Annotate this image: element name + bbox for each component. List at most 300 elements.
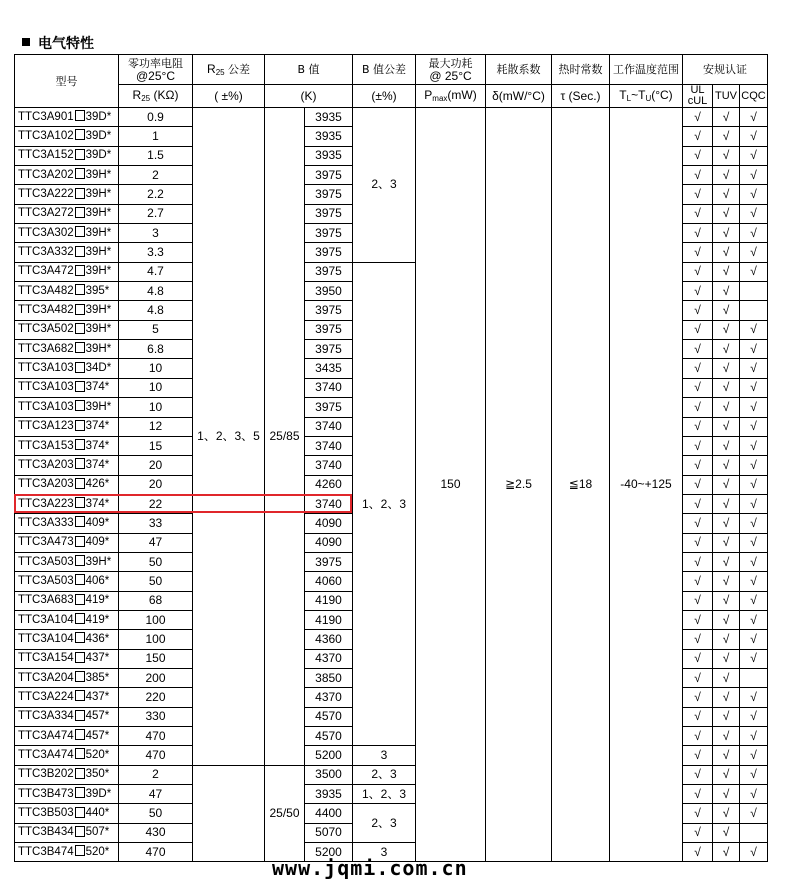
b-value-cell: 3740 (305, 378, 353, 397)
col-pmax-header: 最大功耗 @ 25°C (416, 55, 486, 85)
header-row-1 (15, 55, 768, 85)
model-suffix: 374* (85, 420, 110, 433)
model-prefix: TTC3A152 (18, 149, 74, 162)
model-suffix: 39D* (85, 130, 112, 143)
model-suffix: 39H* (85, 265, 112, 278)
r25-cell: 470 (119, 843, 193, 862)
cert-tuv-cell: √ (713, 456, 740, 475)
placeholder-box-icon (75, 478, 85, 489)
model-suffix: 34D* (85, 362, 112, 375)
model-suffix: 419* (85, 594, 110, 607)
model-prefix: TTC3A224 (18, 690, 74, 703)
model-suffix: 507* (85, 826, 110, 839)
cert-tuv-cell: √ (713, 282, 740, 301)
b-value-cell: 5070 (305, 823, 353, 842)
b-value-cell: 3935 (305, 146, 353, 165)
placeholder-box-icon (75, 729, 85, 740)
r25-cell: 50 (119, 804, 193, 823)
b-value-cell: 4360 (305, 630, 353, 649)
model-cell (15, 243, 119, 262)
cert-ul-cell: √ (683, 146, 713, 165)
r25-cell: 430 (119, 823, 193, 842)
cert-ul-cell: √ (683, 823, 713, 842)
b-tol-group: 2、3 (353, 804, 416, 843)
cert-tuv-cell: √ (713, 668, 740, 687)
model-cell (15, 823, 119, 842)
model-prefix: TTC3A503 (18, 574, 74, 587)
model-cell (15, 417, 119, 436)
col-model-header: 型号 (15, 55, 119, 108)
r25-cell: 47 (119, 785, 193, 804)
b-value-cell: 3500 (305, 765, 353, 784)
r25-cell: 6.8 (119, 340, 193, 359)
cert-ul-cell: √ (683, 243, 713, 262)
col-temp-header: 工作温度范围 (610, 55, 683, 85)
model-suffix: 395* (85, 284, 110, 297)
model-cell (15, 494, 119, 513)
placeholder-box-icon (75, 497, 85, 508)
b-value-cell: 3740 (305, 436, 353, 455)
b-value-cell: 3740 (305, 456, 353, 475)
model-cell (15, 262, 119, 281)
model-suffix: 374* (85, 497, 110, 510)
model-suffix: 39H* (85, 188, 112, 201)
b-value-cell: 3975 (305, 185, 353, 204)
r25-cell: 150 (119, 649, 193, 668)
pmax-group: 150 (416, 108, 486, 862)
model-prefix: TTC3A482 (18, 304, 74, 317)
cert-tuv-cell: √ (713, 398, 740, 417)
r25-cell: 1 (119, 127, 193, 146)
r25-cell: 47 (119, 533, 193, 552)
cert-cqc-cell: √ (740, 707, 768, 726)
model-suffix: 39H* (85, 168, 112, 181)
model-prefix: TTC3A153 (18, 439, 74, 452)
unit-r25-tol: ( ±%) (193, 85, 265, 108)
model-suffix: 426* (85, 478, 110, 491)
cert-ul-cell: √ (683, 746, 713, 765)
b-value-cell: 3975 (305, 262, 353, 281)
cert-ul-cell: √ (683, 533, 713, 552)
model-cell (15, 475, 119, 494)
cert-cqc-cell: √ (740, 456, 768, 475)
model-suffix: 409* (85, 516, 110, 529)
r25-cell: 33 (119, 514, 193, 533)
model-cell (15, 843, 119, 862)
cert-ul-header: UL cUL (683, 85, 713, 108)
cert-cqc-cell: √ (740, 514, 768, 533)
cert-ul-cell: √ (683, 359, 713, 378)
cert-cqc-cell: √ (740, 398, 768, 417)
model-suffix: 520* (85, 845, 110, 858)
cert-cqc-cell: √ (740, 727, 768, 746)
cert-ul-cell: √ (683, 108, 713, 127)
r25-cell: 10 (119, 378, 193, 397)
placeholder-box-icon (75, 690, 85, 701)
col-b-header: B 值 (265, 55, 353, 85)
model-cell (15, 166, 119, 185)
cert-tuv-cell: √ (713, 591, 740, 610)
model-prefix: TTC3A682 (18, 342, 74, 355)
cert-ul-cell: √ (683, 417, 713, 436)
col-b-tol-header: B 值公差 (353, 55, 416, 85)
cert-tuv-cell: √ (713, 146, 740, 165)
placeholder-box-icon (75, 323, 85, 334)
r25-tol-group: 1、2、3、5 (193, 108, 265, 766)
b-value-cell: 3740 (305, 417, 353, 436)
b-value-cell: 4370 (305, 649, 353, 668)
cert-tuv-cell: √ (713, 533, 740, 552)
cert-tuv-cell: √ (713, 166, 740, 185)
model-cell (15, 456, 119, 475)
model-prefix: TTC3A102 (18, 130, 74, 143)
cert-tuv-cell: √ (713, 765, 740, 784)
cert-tuv-cell: √ (713, 204, 740, 223)
model-prefix: TTC3B503 (18, 807, 74, 820)
b-tol-group: 2、3 (353, 108, 416, 263)
model-cell (15, 436, 119, 455)
b-value-cell: 4190 (305, 591, 353, 610)
model-cell (15, 727, 119, 746)
r25-cell: 68 (119, 591, 193, 610)
model-cell (15, 282, 119, 301)
cert-tuv-cell: √ (713, 417, 740, 436)
r25-cell: 2 (119, 166, 193, 185)
b-value-cell: 4260 (305, 475, 353, 494)
model-cell (15, 591, 119, 610)
model-prefix: TTC3A203 (18, 458, 74, 471)
cert-ul-cell: √ (683, 185, 713, 204)
b-value-cell: 3935 (305, 785, 353, 804)
r25-cell: 1.5 (119, 146, 193, 165)
b-value-cell: 3435 (305, 359, 353, 378)
placeholder-box-icon (75, 555, 85, 566)
placeholder-box-icon (75, 362, 85, 373)
model-suffix: 39H* (85, 207, 112, 220)
model-suffix: 39H* (85, 555, 112, 568)
model-prefix: TTC3A272 (18, 207, 74, 220)
cert-ul-cell: √ (683, 610, 713, 629)
cert-cqc-cell: √ (740, 204, 768, 223)
cert-ul-cell: √ (683, 436, 713, 455)
r25-cell: 100 (119, 610, 193, 629)
unit-r25: R25 (KΩ) (119, 85, 193, 108)
model-prefix: TTC3A502 (18, 323, 74, 336)
b-value-cell: 4570 (305, 707, 353, 726)
cert-ul-cell: √ (683, 262, 713, 281)
model-suffix: 39H* (85, 323, 112, 336)
col-r25-header: 零功率电阻 @25°C (119, 55, 193, 85)
placeholder-box-icon (75, 439, 85, 450)
model-suffix: 374* (85, 381, 110, 394)
model-prefix: TTC3A503 (18, 555, 74, 568)
model-suffix: 374* (85, 439, 110, 452)
placeholder-box-icon (75, 188, 85, 199)
model-cell (15, 572, 119, 591)
model-cell (15, 378, 119, 397)
cert-tuv-cell: √ (713, 301, 740, 320)
model-prefix: TTC3A474 (18, 729, 74, 742)
model-suffix: 457* (85, 710, 110, 723)
model-prefix: TTC3A302 (18, 226, 74, 239)
cert-tuv-cell: √ (713, 823, 740, 842)
cert-cqc-cell (740, 668, 768, 687)
placeholder-box-icon (75, 129, 85, 140)
b-value-cell: 3975 (305, 340, 353, 359)
cert-tuv-cell: √ (713, 185, 740, 204)
placeholder-box-icon (75, 652, 85, 663)
model-cell (15, 185, 119, 204)
cert-tuv-cell: √ (713, 707, 740, 726)
r25-cell: 20 (119, 475, 193, 494)
col-r25-tol-header: R25 公差 (193, 55, 265, 85)
square-bullet-icon (22, 38, 30, 46)
cert-cqc-cell: √ (740, 359, 768, 378)
cert-tuv-cell: √ (713, 552, 740, 571)
b-tol-cell: 3 (353, 843, 416, 862)
r25-cell: 2.2 (119, 185, 193, 204)
cert-tuv-cell: √ (713, 262, 740, 281)
unit-temp: TL~TU(°C) (610, 85, 683, 108)
cert-cqc-cell: √ (740, 494, 768, 513)
placeholder-box-icon (75, 536, 85, 547)
cert-ul-cell: √ (683, 630, 713, 649)
cert-tuv-cell: √ (713, 494, 740, 513)
col-tau-header: 热时常数 (552, 55, 610, 85)
cert-ul-cell: √ (683, 514, 713, 533)
model-cell (15, 630, 119, 649)
cert-cqc-cell: √ (740, 785, 768, 804)
cert-tuv-cell: √ (713, 475, 740, 494)
cert-cqc-cell: √ (740, 572, 768, 591)
r25-cell: 2 (119, 765, 193, 784)
cert-tuv-cell: √ (713, 610, 740, 629)
b-tol-cell: 2、3 (353, 765, 416, 784)
cert-tuv-cell: √ (713, 224, 740, 243)
cert-cqc-cell: √ (740, 340, 768, 359)
r25-cell: 2.7 (119, 204, 193, 223)
b-value-cell: 3975 (305, 204, 353, 223)
r25-cell: 4.7 (119, 262, 193, 281)
model-suffix: 39D* (85, 787, 112, 800)
b-value-cell: 4400 (305, 804, 353, 823)
model-suffix: 457* (85, 729, 110, 742)
cert-tuv-cell: √ (713, 785, 740, 804)
model-prefix: TTC3A223 (18, 497, 74, 510)
tau-group: ≦18 (552, 108, 610, 862)
placeholder-box-icon (75, 807, 85, 818)
r25-cell: 100 (119, 630, 193, 649)
b-value-cell: 4060 (305, 572, 353, 591)
cert-ul-cell: √ (683, 649, 713, 668)
model-suffix: 437* (85, 652, 110, 665)
cert-tuv-cell: √ (713, 804, 740, 823)
col-cert-header: 安规认证 (683, 55, 768, 85)
model-cell (15, 340, 119, 359)
cert-ul-cell: √ (683, 494, 713, 513)
b-value-cell: 3975 (305, 166, 353, 185)
cert-ul-cell: √ (683, 204, 713, 223)
header-row-2 (15, 85, 768, 108)
unit-tau: τ (Sec.) (552, 85, 610, 108)
model-prefix: TTC3B474 (18, 845, 74, 858)
col-diss-header: 耗散系数 (486, 55, 552, 85)
cert-cqc-header: CQC (740, 85, 768, 108)
section-heading (22, 33, 94, 53)
cert-cqc-cell: √ (740, 649, 768, 668)
placeholder-box-icon (75, 710, 85, 721)
cert-cqc-cell: √ (740, 630, 768, 649)
b-code-group: 25/50 (265, 765, 305, 862)
section-heading-text: 电气特性 (38, 36, 94, 52)
model-cell (15, 668, 119, 687)
placeholder-box-icon (75, 400, 85, 411)
placeholder-box-icon (75, 632, 85, 643)
cert-tuv-cell: √ (713, 340, 740, 359)
model-prefix: TTC3B434 (18, 826, 74, 839)
model-cell (15, 398, 119, 417)
r25-cell: 0.9 (119, 108, 193, 127)
model-cell (15, 359, 119, 378)
cert-ul-cell: √ (683, 340, 713, 359)
r25-cell: 470 (119, 746, 193, 765)
cert-tuv-cell: √ (713, 436, 740, 455)
model-prefix: TTC3A104 (18, 632, 74, 645)
cert-tuv-cell: √ (713, 630, 740, 649)
cert-ul-cell: √ (683, 456, 713, 475)
placeholder-box-icon (75, 574, 85, 585)
b-tol-cell: 3 (353, 746, 416, 765)
model-suffix: 419* (85, 613, 110, 626)
model-cell (15, 688, 119, 707)
model-suffix: 520* (85, 749, 110, 762)
b-value-cell: 3975 (305, 552, 353, 571)
table-row (15, 108, 768, 127)
placeholder-box-icon (75, 787, 85, 798)
model-cell (15, 765, 119, 784)
r25-cell: 470 (119, 727, 193, 746)
model-prefix: TTC3B473 (18, 787, 74, 800)
model-suffix: 39H* (85, 342, 112, 355)
model-prefix: TTC3A473 (18, 536, 74, 549)
model-cell (15, 785, 119, 804)
cert-ul-cell: √ (683, 127, 713, 146)
model-cell (15, 127, 119, 146)
b-code-group: 25/85 (265, 108, 305, 766)
cert-tuv-header: TUV (713, 85, 740, 108)
placeholder-box-icon (75, 284, 85, 295)
model-suffix: 409* (85, 536, 110, 549)
cert-cqc-cell: √ (740, 436, 768, 455)
model-prefix: TTC3B202 (18, 768, 74, 781)
cert-cqc-cell: √ (740, 688, 768, 707)
model-suffix: 440* (85, 807, 110, 820)
model-cell (15, 108, 119, 127)
model-prefix: TTC3A204 (18, 671, 74, 684)
cert-tuv-cell: √ (713, 320, 740, 339)
model-prefix: TTC3A482 (18, 284, 74, 297)
cert-cqc-cell: √ (740, 610, 768, 629)
cert-tuv-cell: √ (713, 127, 740, 146)
model-cell (15, 146, 119, 165)
cert-ul-cell: √ (683, 282, 713, 301)
model-suffix: 437* (85, 690, 110, 703)
b-value-cell: 5200 (305, 746, 353, 765)
placeholder-box-icon (75, 671, 85, 682)
model-suffix: 39H* (85, 304, 112, 317)
model-prefix: TTC3A333 (18, 516, 74, 529)
unit-diss: δ(mW/°C) (486, 85, 552, 108)
cert-cqc-cell: √ (740, 185, 768, 204)
model-prefix: TTC3A103 (18, 381, 74, 394)
model-prefix: TTC3A222 (18, 188, 74, 201)
cert-ul-cell: √ (683, 475, 713, 494)
cert-cqc-cell (740, 301, 768, 320)
b-value-cell: 4090 (305, 533, 353, 552)
r25-cell: 330 (119, 707, 193, 726)
placeholder-box-icon (75, 342, 85, 353)
placeholder-box-icon (75, 226, 85, 237)
b-value-cell: 3975 (305, 398, 353, 417)
unit-b: (K) (265, 85, 353, 108)
cert-ul-cell: √ (683, 785, 713, 804)
r25-cell: 4.8 (119, 282, 193, 301)
cert-ul-cell: √ (683, 301, 713, 320)
r25-cell: 12 (119, 417, 193, 436)
model-prefix: TTC3A104 (18, 613, 74, 626)
cert-cqc-cell: √ (740, 127, 768, 146)
model-cell (15, 301, 119, 320)
model-cell (15, 610, 119, 629)
model-suffix: 39H* (85, 400, 112, 413)
b-value-cell: 3850 (305, 668, 353, 687)
r25-cell: 50 (119, 552, 193, 571)
model-prefix: TTC3A332 (18, 246, 74, 259)
model-prefix: TTC3A334 (18, 710, 74, 723)
b-value-cell: 3975 (305, 224, 353, 243)
model-suffix: 39H* (85, 226, 112, 239)
model-suffix: 350* (85, 768, 110, 781)
b-tol-cell: 1、2、3 (353, 785, 416, 804)
placeholder-box-icon (75, 845, 85, 856)
cert-ul-cell: √ (683, 398, 713, 417)
model-cell (15, 320, 119, 339)
cert-tuv-cell: √ (713, 378, 740, 397)
cert-ul-cell: √ (683, 727, 713, 746)
cert-tuv-cell: √ (713, 359, 740, 378)
r25-cell: 22 (119, 494, 193, 513)
cert-ul-cell: √ (683, 591, 713, 610)
cert-cqc-cell: √ (740, 417, 768, 436)
r25-cell: 20 (119, 456, 193, 475)
model-suffix: 374* (85, 458, 110, 471)
cert-cqc-cell: √ (740, 475, 768, 494)
cert-cqc-cell: √ (740, 224, 768, 243)
cert-cqc-cell: √ (740, 843, 768, 862)
temp-group: -40~+125 (610, 108, 683, 862)
diss-group: ≧2.5 (486, 108, 552, 862)
r25-cell: 50 (119, 572, 193, 591)
placeholder-box-icon (75, 594, 85, 605)
placeholder-box-icon (75, 420, 85, 431)
cert-cqc-cell (740, 823, 768, 842)
placeholder-box-icon (75, 458, 85, 469)
model-cell (15, 746, 119, 765)
watermark: www.jqmi.com.cn (272, 856, 468, 880)
cert-cqc-cell: √ (740, 262, 768, 281)
cert-cqc-cell: √ (740, 533, 768, 552)
cert-tuv-cell: √ (713, 243, 740, 262)
